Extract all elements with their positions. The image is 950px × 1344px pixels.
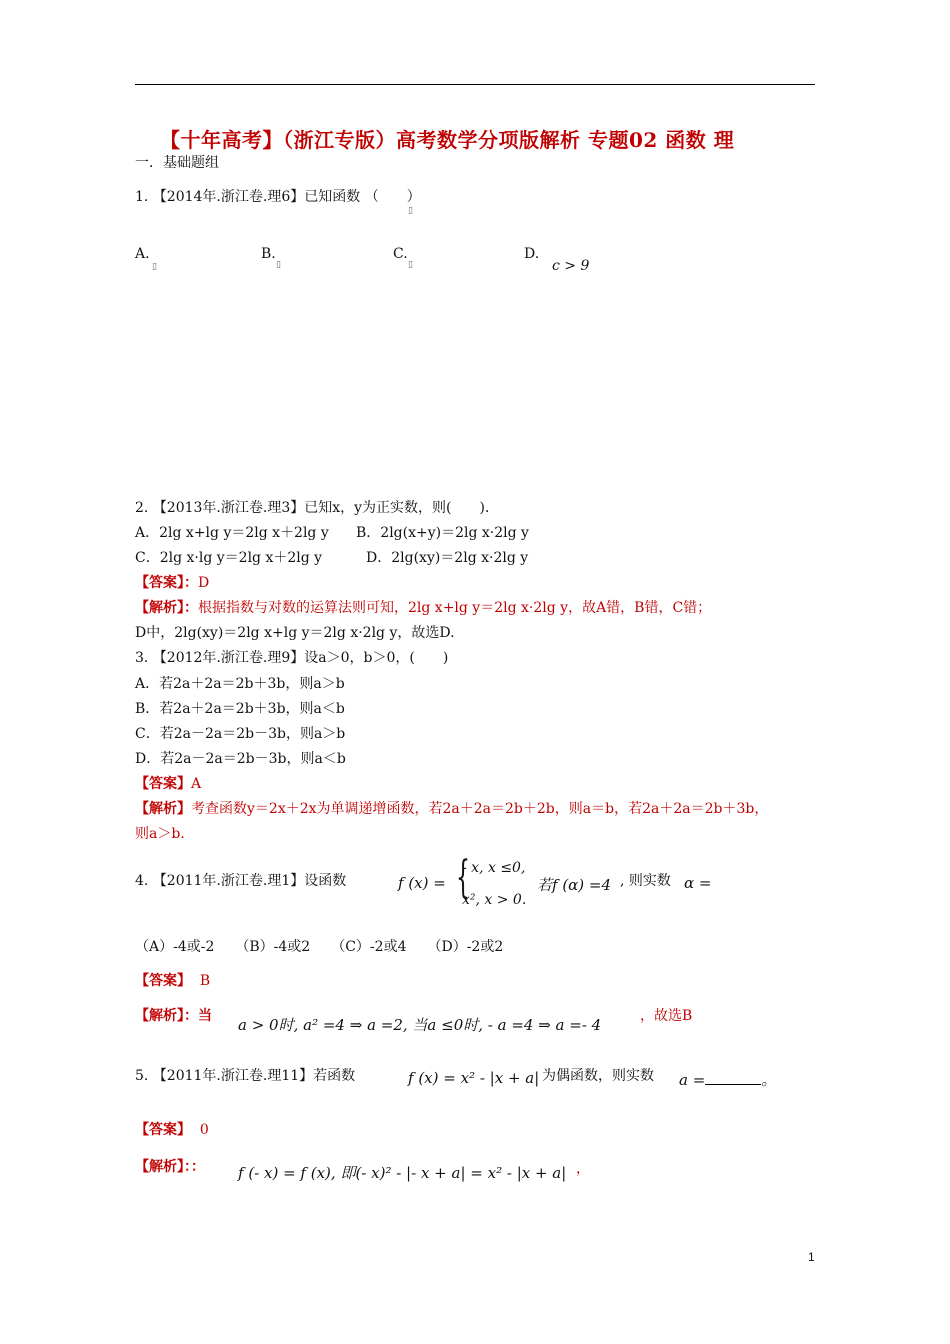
q1-stem: 1. 【2014年.浙江卷.理6】已知函数 （ ） — [135, 189, 421, 205]
q4-analysis-end: ，故选B — [640, 1008, 693, 1024]
q5-a-eq: a = 。 — [679, 1071, 777, 1089]
q2-analysis-line1: 【解析】：根据指数与对数的运算法则可知，2lg x+lg y＝2lg x·2lg y，故A错，B错，C错； — [135, 600, 712, 616]
q1-formula-image: ▯ — [408, 206, 413, 216]
q1-option-c: C. — [393, 246, 408, 262]
q4-case2: x², x > 0. — [462, 892, 527, 908]
q3-option-b: B．若2a＋2a＝2b＋3b，则a＜b — [135, 701, 345, 717]
q4-alpha: α = — [684, 874, 712, 892]
q1-option-c-image: ▯ — [408, 260, 413, 270]
q1-option-d: D. — [524, 246, 540, 262]
q5-analysis-end: ， — [576, 1161, 590, 1177]
q4-stem: 4. 【2011年.浙江卷.理1】设函数 — [135, 873, 347, 889]
q4-brace: { — [456, 852, 470, 903]
q1-option-b-image: ▯ — [276, 260, 281, 270]
q5-analysis-label: 【解析】：： — [135, 1159, 205, 1175]
q2-option-d: D．2lg(xy)＝2lg x·2lg y — [366, 550, 529, 566]
q5-stem-mid: 为偶函数，则实数 — [542, 1068, 654, 1084]
q4-options: （A）-4或-2 （B）-4或2 （C）-2或4 （D）-2或2 — [135, 939, 504, 955]
page-number: 1 — [808, 1250, 815, 1264]
q5-answer-blank — [705, 1074, 761, 1085]
q2-stem: 2. 【2013年.浙江卷.理3】已知x，y为正实数，则( )． — [135, 500, 499, 516]
q4-condition: 若f (α) =4 — [537, 876, 612, 894]
q4-analysis-math: a > 0时, a² =4 ⇒ a =2, 当a ≤0时, - a =4 ⇒ a =- 4 — [238, 1016, 602, 1034]
q5-function: f (x) = x² - |x + a| — [408, 1069, 540, 1087]
section-heading: 一．基础题组 — [135, 155, 219, 171]
q3-stem: 3. 【2012年.浙江卷.理9】设a＞0，b＞0，( ) — [135, 650, 449, 666]
page-title: 【十年高考】（浙江专版）高考数学分项版解析 专题02 函数 理 — [160, 128, 735, 152]
q3-option-a: A．若2a＋2a＝2b＋3b，则a＞b — [135, 676, 345, 692]
q2-analysis-line2: D中，2lg(xy)＝2lg x+lg y＝2lg x·2lg y，故选D. — [135, 625, 455, 641]
q1-option-b: B. — [261, 246, 276, 262]
q1-option-a: A. — [135, 246, 150, 262]
header-rule — [135, 84, 815, 85]
q3-answer: 【答案】A — [135, 776, 202, 792]
q3-analysis-line1: 【解析】考查函数y＝2x＋2x为单调递增函数，若2a＋2a＝2b＋2b，则a＝b，若2a＋2a＝2b＋3b， — [135, 801, 769, 817]
q1-option-d-math: c > 9 — [552, 258, 590, 274]
q4-stem-suffix: , 则实数 — [620, 873, 671, 889]
q5-analysis-math: f (- x) = f (x), 即(- x)² - |- x + a| = x² - |x + a| — [238, 1164, 567, 1182]
q3-option-d: D．若2a－2a＝2b－3b，则a＜b — [135, 751, 346, 767]
q2-option-c: C．2lg x·lg y＝2lg x＋2lg y — [135, 550, 323, 566]
q4-answer: 【答案】 B — [135, 973, 211, 989]
q3-option-c: C．若2a－2a＝2b－3b，则a＞b — [135, 726, 346, 742]
q4-function: f (x) = — [398, 874, 446, 892]
q3-analysis-line2: 则a＞b. — [135, 826, 185, 842]
q1-option-a-image: ▯ — [152, 262, 157, 272]
q5-stem: 5. 【2011年.浙江卷.理11】若函数 — [135, 1068, 356, 1084]
q2-option-b: B．2lg(x+y)＝2lg x·2lg y — [356, 525, 529, 541]
q4-case1: - x, x ≤0, — [462, 860, 526, 876]
q2-answer: 【答案】：D — [135, 575, 210, 591]
q2-option-a: A．2lg x+lg y＝2lg x＋2lg y — [135, 525, 329, 541]
q4-analysis-label: 【解析】：当 — [135, 1008, 212, 1024]
q5-answer: 【答案】 0 — [135, 1122, 209, 1138]
